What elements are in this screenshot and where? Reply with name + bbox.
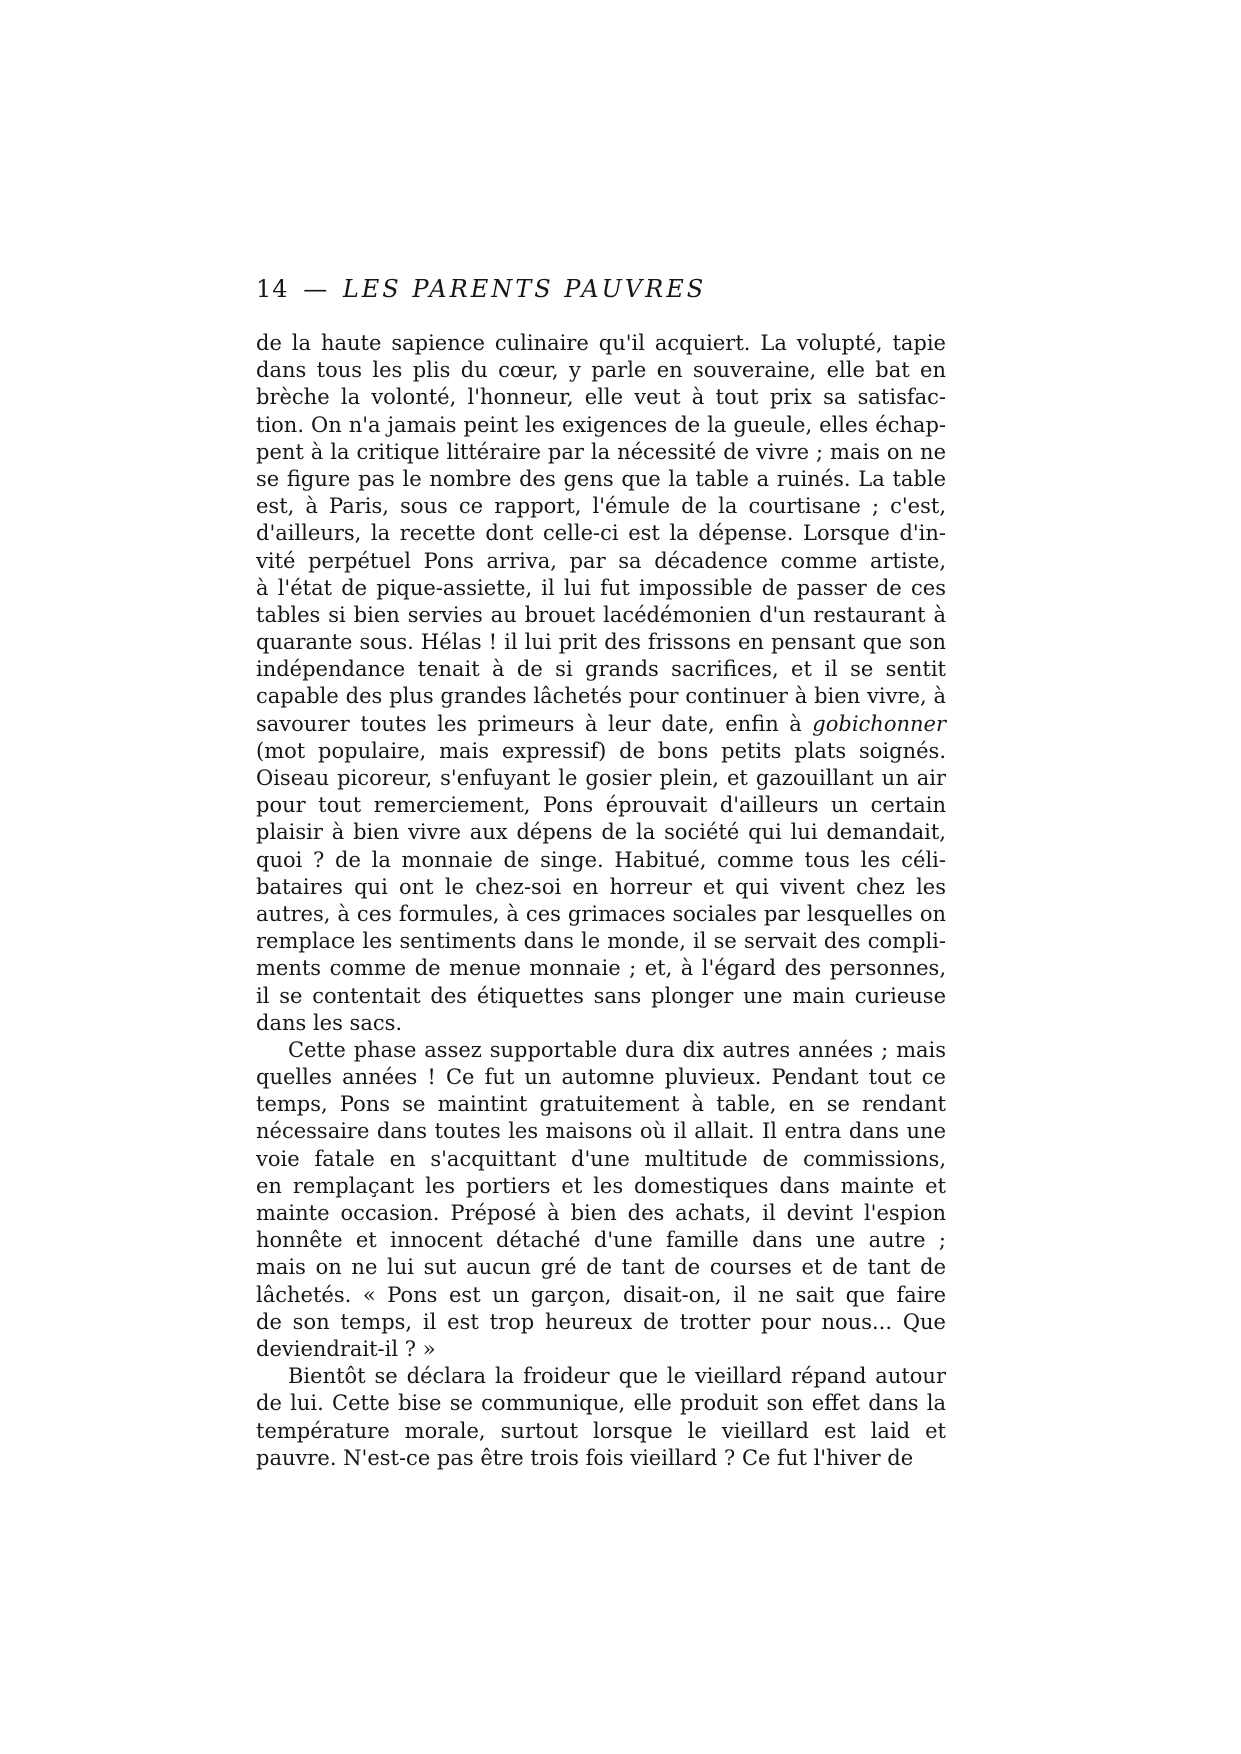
- text-line: ments comme de menue monnaie ; et, à l'égard des personnes,: [256, 956, 946, 981]
- text-line: quelles années ! Ce fut un automne pluvieux. Pendant tout ce: [256, 1065, 946, 1090]
- text-line: mais on ne lui sut aucun gré de tant de courses et de tant de: [256, 1255, 946, 1280]
- paragraph: [256, 1363, 946, 1472]
- text-line: lâchetés. « Pons est un garçon, disait-on, il ne sait que faire: [256, 1282, 946, 1307]
- text-line: savourer toutes les primeurs à leur date, enfin à gobichonner: [256, 711, 946, 736]
- text-line: temps, Pons se maintint gratuitement à table, en se rendant: [256, 1092, 946, 1117]
- text-line: dans tous les plis du cœur, y parle en souveraine, elle bat en: [256, 358, 946, 383]
- italic-word: gobichonner: [812, 711, 946, 736]
- text-line: capable des plus grandes lâchetés pour continuer à bien vivre, à: [256, 684, 946, 709]
- text-line: mainte occasion. Préposé à bien des achats, il devint l'espion: [256, 1201, 946, 1225]
- text-line: en remplaçant les portiers et les domestiques dans mainte et: [256, 1173, 946, 1198]
- text-line: remplace les sentiments dans le monde, il se servait des compli-: [256, 929, 946, 954]
- text-line: Oiseau picoreur, s'enfuyant le gosier plein, et gazouillant un air: [256, 766, 946, 790]
- text-line: d'ailleurs, la recette dont celle-ci est la dépense. Lorsque d'in-: [256, 521, 946, 546]
- running-head: [256, 274, 706, 304]
- text-line: plaisir à bien vivre aux dépens de la société qui lui demandait,: [256, 820, 946, 845]
- text-line: de la haute sapience culinaire qu'il acquiert. La volupté, tapie: [256, 331, 946, 355]
- text-line: bataires qui ont le chez-soi en horreur et qui vivent chez les: [256, 874, 946, 899]
- text-line: brèche la volonté, l'honneur, elle veut à tout prix sa satisfac-: [256, 385, 946, 410]
- text-line: (mot populaire, mais expressif) de bons petits plats soignés.: [256, 738, 946, 763]
- book-title: LES PARENTS PAUVRES: [342, 275, 707, 303]
- text-line: pour tout remerciement, Pons éprouvait d'ailleurs un certain: [256, 793, 946, 818]
- text-line: température morale, surtout lorsque le vieillard est laid et: [256, 1418, 946, 1443]
- text-line: tion. On n'a jamais peint les exigences de la gueule, elles échap-: [256, 412, 946, 437]
- text-line: honnête et innocent détaché d'une famille dans une autre ;: [256, 1228, 946, 1253]
- text-line: deviendrait-il ? »: [256, 1336, 436, 1361]
- text-line: à l'état de pique-assiette, il lui fut impossible de passer de ces: [256, 575, 946, 600]
- page-number: 14: [256, 275, 289, 303]
- text-line: vité perpétuel Pons arriva, par sa décadence comme artiste,: [256, 548, 946, 573]
- text-line: quoi ? de la monnaie de singe. Habitué, comme tous les céli-: [256, 847, 946, 872]
- text-line: voie fatale en s'acquittant d'une multitude de commissions,: [256, 1146, 946, 1171]
- text-line: il se contentait des étiquettes sans plonger une main curieuse: [256, 983, 946, 1008]
- text-line: se figure pas le nombre des gens que la table a ruinés. La table: [256, 466, 946, 491]
- text-line: tables si bien servies au brouet lacédémonien d'un restaurant à: [256, 602, 946, 627]
- text-line: de son temps, il est trop heureux de trotter pour nous... Que: [256, 1309, 946, 1334]
- body-text: [256, 330, 946, 1472]
- paragraph: [256, 1037, 946, 1363]
- text-line: nécessaire dans toutes les maisons où il allait. Il entra dans une: [256, 1119, 946, 1144]
- text-line: Cette phase assez supportable dura dix autres années ; mais: [288, 1037, 946, 1062]
- text-line: quarante sous. Hélas ! il lui prit des frissons en pensant que son: [256, 630, 946, 655]
- header-separator: —: [303, 275, 329, 303]
- text-line: Bientôt se déclara la froideur que le vieillard répand autour: [288, 1364, 946, 1389]
- text-line: pent à la critique littéraire par la nécessité de vivre ; mais on ne: [256, 439, 946, 464]
- text-line: autres, à ces formules, à ces grimaces sociales par lesquelles on: [256, 901, 946, 926]
- text-line: de lui. Cette bise se communique, elle produit son effet dans la: [256, 1391, 946, 1416]
- paragraph: [256, 330, 946, 1037]
- text-line: dans les sacs.: [256, 1010, 403, 1035]
- text-line: indépendance tenait à de si grands sacrifices, et il se sentit: [256, 657, 946, 682]
- text-line: pauvre. N'est-ce pas être trois fois vieillard ? Ce fut l'hiver de: [256, 1445, 914, 1470]
- text-line: est, à Paris, sous ce rapport, l'émule de la courtisane ; c'est,: [256, 494, 946, 519]
